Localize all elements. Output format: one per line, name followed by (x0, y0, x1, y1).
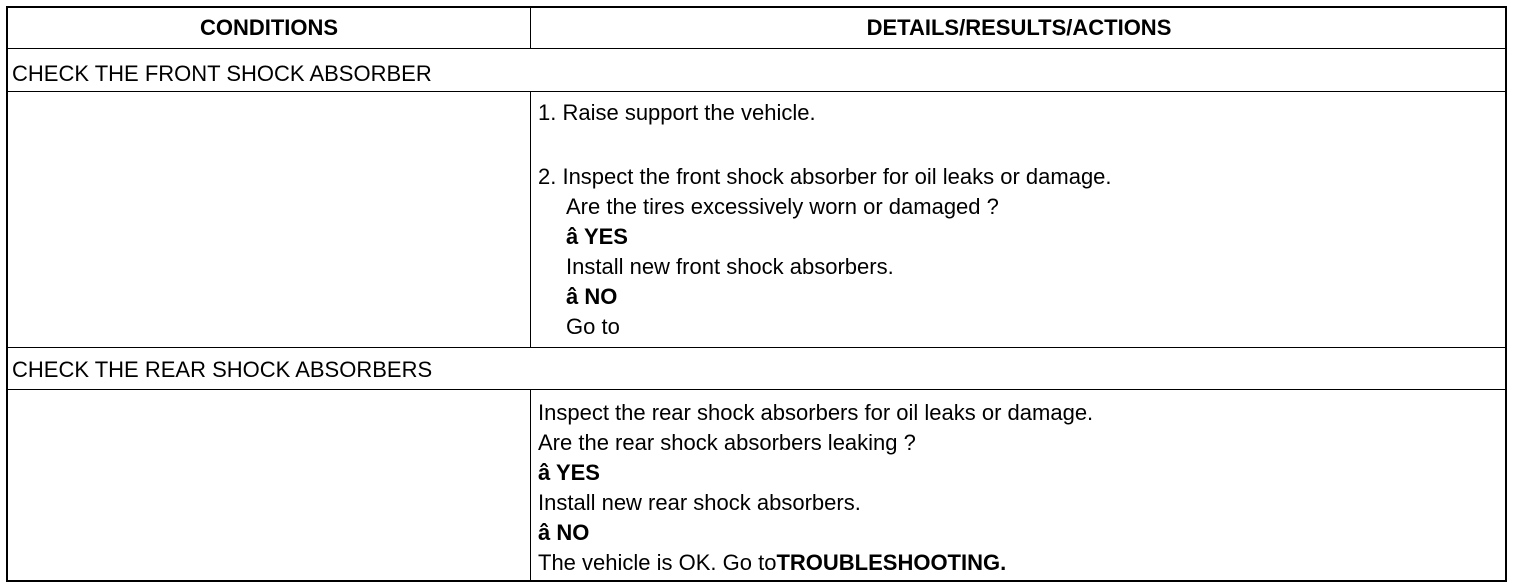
step-inspect-front: 2. Inspect the front shock absorber for oil leaks or damage. (538, 164, 1112, 189)
rear-no-label: â NO (538, 520, 590, 545)
step-raise-vehicle: 1. Raise support the vehicle. (538, 100, 816, 125)
section-front-divider (530, 91, 531, 347)
section-rear-details (538, 398, 1093, 578)
section-title-rear: CHECK THE REAR SHOCK ABSORBERS (12, 357, 433, 382)
rear-yes-label: â YES (538, 460, 600, 485)
rear-no-action-text: The vehicle is OK. Go to (538, 550, 777, 575)
section-rear-divider (530, 389, 531, 582)
header-details: DETAILS/RESULTS/ACTIONS (866, 15, 1172, 40)
header-conditions: CONDITIONS (199, 15, 339, 40)
rear-question: Are the rear shock absorbers leaking ? (538, 430, 916, 455)
section-title-front: CHECK THE FRONT SHOCK ABSORBER (12, 61, 432, 86)
front-no-label: â NO (566, 284, 618, 309)
front-question: Are the tires excessively worn or damaged ? (566, 194, 999, 219)
section-front-bottom-border (8, 347, 1505, 348)
front-yes-label: â YES (566, 224, 628, 249)
spacer (538, 128, 1112, 162)
section-rear-border (8, 389, 1505, 390)
rear-yes-action: Install new rear shock absorbers. (538, 490, 861, 515)
section-front-border (8, 91, 1505, 92)
diagnostic-table (6, 6, 1507, 582)
front-no-action: Go to (566, 314, 620, 339)
rear-no-action (538, 548, 1093, 578)
rear-inspect: Inspect the rear shock absorbers for oil leaks or damage. (538, 400, 1094, 425)
section-front-details (538, 98, 1112, 342)
troubleshooting-link[interactable]: TROUBLESHOOTING. (776, 550, 1007, 575)
header-divider (530, 8, 531, 48)
header-bottom-border (8, 48, 1505, 49)
front-yes-action: Install new front shock absorbers. (566, 254, 894, 279)
